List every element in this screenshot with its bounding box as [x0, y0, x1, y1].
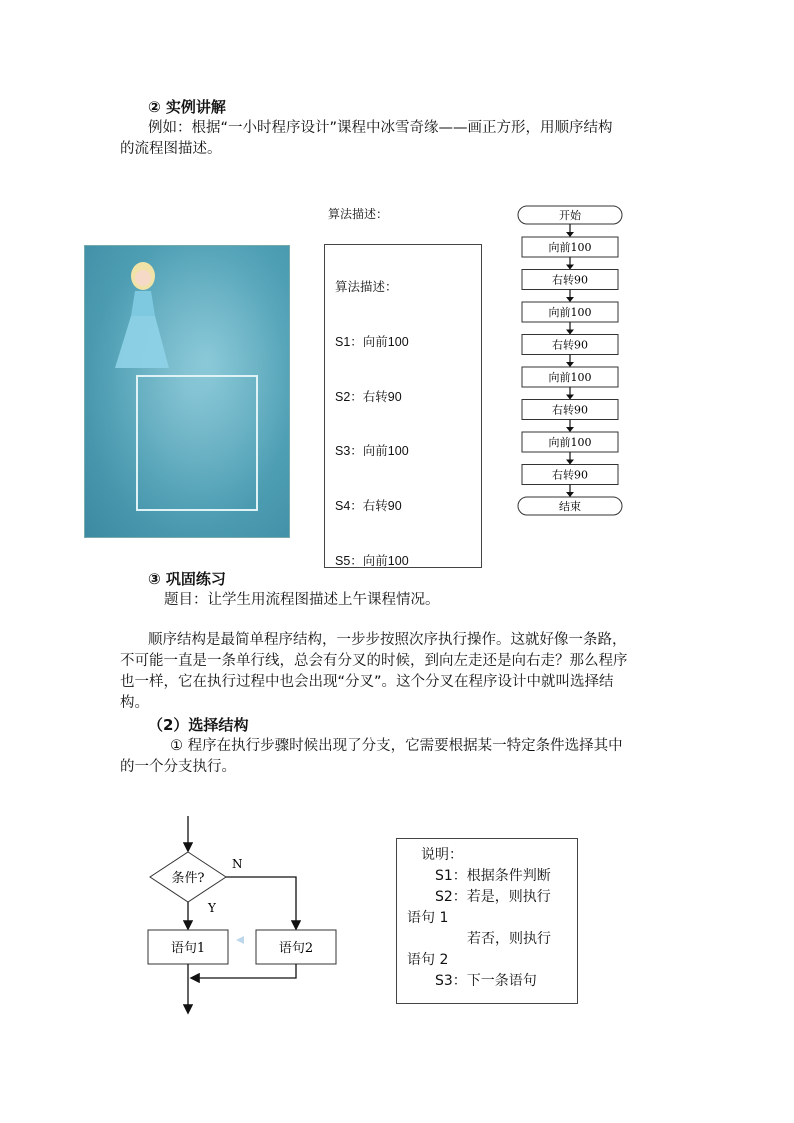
example-text-line1: 例如：根据“一小时程序设计”课程中冰雪奇缘——画正方形，用顺序结构	[148, 120, 613, 136]
paragraph-line3: 也一样，它在执行过程中也会出现“分叉”。这个分叉在程序设计中就叫选择结	[120, 674, 614, 690]
handle-marker-icon	[236, 936, 244, 944]
algo-step-3: S3：向前100	[335, 444, 409, 458]
algorithm-description-box	[324, 244, 482, 568]
algo-caption: 算法描述：	[328, 207, 389, 221]
algo-box-title: 算法描述：	[335, 280, 398, 294]
flow-step-label: 向前100	[548, 241, 592, 254]
section-select-heading: （2）选择结构	[148, 716, 249, 734]
flow-arrow-6-head	[566, 427, 574, 432]
no-arrow	[226, 877, 296, 928]
flow-step-label: 向前100	[548, 436, 592, 449]
select-text-line1: ① 程序在执行步骤时候出现了分支，它需要根据某一特定条件选择其中	[170, 738, 623, 754]
condition-label: 条件?	[171, 871, 205, 886]
flow-step-label: 右转90	[552, 403, 588, 417]
flow-arrow-1-head	[566, 265, 574, 270]
section-practice-heading: ③ 巩固练习	[148, 570, 226, 588]
note-title: 说明：	[421, 847, 463, 863]
algo-step-1: S1：向前100	[335, 335, 409, 349]
flow-steps-group	[522, 224, 618, 497]
merge-arrow	[192, 964, 296, 978]
flow-step-label: 向前100	[548, 371, 592, 384]
flow-arrow-3-head	[566, 330, 574, 335]
no-label: N	[232, 857, 243, 871]
selection-flowchart	[130, 812, 370, 1017]
practice-question: 题目：让学生用流程图描述上午课程情况。	[164, 592, 440, 608]
example-text-line2: 的流程图描述。	[120, 141, 222, 157]
frozen-scene-image	[84, 245, 290, 538]
frozen-scene-illustration	[85, 246, 289, 537]
flow-arrow-7-head	[566, 460, 574, 465]
flow-step-label: 右转90	[552, 338, 588, 352]
note-s2a: S2：若是，则执行	[435, 889, 551, 905]
note-s2b: 语句 1	[407, 910, 449, 926]
flow-step-label: 向前100	[548, 306, 592, 319]
flow-arrow-2-head	[566, 297, 574, 302]
flow-arrow-8-head	[566, 492, 574, 497]
flow-arrow-5-head	[566, 395, 574, 400]
algo-step-4: S4：右转90	[335, 499, 402, 513]
algo-step-2: S2：右转90	[335, 390, 402, 404]
note-s2c: 若否，则执行	[467, 931, 551, 947]
flow-step-label: 右转90	[552, 468, 588, 482]
explanation-box	[396, 838, 578, 1004]
yes-label: Y	[208, 901, 216, 915]
paragraph-line1: 顺序结构是最简单程序结构，一步步按照次序执行操作。这就好像一条路，	[148, 632, 627, 648]
algo-step-5: S5：向前100	[335, 554, 409, 568]
flow-start-label: 开始	[559, 209, 581, 222]
select-text-line2: 的一个分支执行。	[120, 759, 236, 775]
note-s3: S3：下一条语句	[435, 973, 537, 989]
statement-2-label: 语句2	[278, 941, 314, 956]
paragraph-line2: 不可能一直是一条单行线，总会有分叉的时候，到向左走还是向右走？那么程序	[120, 653, 628, 669]
sequence-flowchart	[508, 200, 632, 522]
note-s2d: 语句 2	[407, 952, 449, 968]
note-s1: S1：根据条件判断	[435, 868, 551, 884]
flow-arrow-4-head	[566, 362, 574, 367]
flow-step-label: 右转90	[552, 273, 588, 287]
section-example-heading: ② 实例讲解	[148, 98, 226, 116]
statement-1-label: 语句1	[170, 941, 206, 956]
flow-end-label: 结束	[559, 500, 581, 513]
paragraph-line4: 构。	[120, 695, 149, 711]
flow-arrow-start-head	[566, 232, 574, 237]
